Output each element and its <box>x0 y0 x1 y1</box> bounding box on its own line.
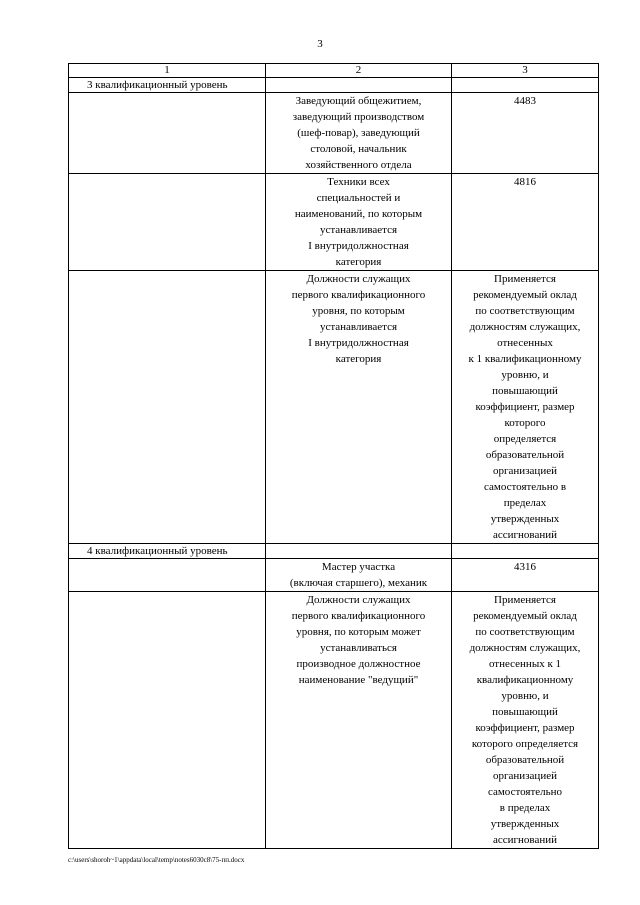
page-number: 3 <box>317 38 323 50</box>
empty-cell <box>266 544 452 559</box>
salary-cell <box>452 271 599 544</box>
table-row <box>69 174 599 271</box>
level-3-header-row <box>69 78 599 93</box>
position-cell <box>266 271 452 544</box>
level-4-title: 4 квалификационный уровень <box>69 544 266 559</box>
column-header-2: 2 <box>266 64 452 78</box>
empty-cell <box>266 78 452 93</box>
level-4-header-row <box>69 544 599 559</box>
empty-cell <box>69 93 266 174</box>
empty-cell <box>69 592 266 849</box>
position-cell <box>266 559 452 592</box>
salary-text: 4483 <box>514 95 536 107</box>
salary-text: 4316 <box>514 561 536 573</box>
empty-cell <box>452 544 599 559</box>
position-text: Должности служащих первого квалификационного уровня, по которым может устанавливаться производное должностное наименование "ведущий" <box>291 594 426 686</box>
position-text: Заведующий общежитием, заведующий производством (шеф-повар), заведующий столовой, начальник хозяйственного отдела <box>292 95 425 171</box>
position-cell <box>266 174 452 271</box>
table-row <box>69 592 599 849</box>
empty-cell <box>452 78 599 93</box>
empty-cell <box>69 271 266 544</box>
empty-cell <box>69 559 266 592</box>
table-row <box>69 93 599 174</box>
column-header-1: 1 <box>69 64 266 78</box>
column-header-3: 3 <box>452 64 599 78</box>
position-cell <box>266 592 452 849</box>
salary-table <box>68 63 599 849</box>
table-row <box>69 559 599 592</box>
salary-cell <box>452 174 599 271</box>
salary-text: Применяется рекомендуемый оклад по соответствующим должностям служащих, отнесенных к 1 квалификационному уровню, и повышающий коэффициент, размер которого определяется образовательной организацией самостоятельно в пределах утвержденных ассигнований <box>468 273 582 541</box>
footer-file-path: c:\users\shoroh~1\appdata\local\temp\notes6030c8\75-пп.docx <box>68 856 245 864</box>
table-header-row <box>69 64 599 78</box>
salary-text: Применяется рекомендуемый оклад по соответствующим должностям служащих, отнесенных к 1 квалификационному уровню, и повышающий коэффициент, размер которого определяется образовательной организацией самостоятельно в пределах утвержденных ассигнований <box>469 594 581 846</box>
salary-cell <box>452 592 599 849</box>
position-text: Техники всех специальностей и наименований, по которым устанавливается I внутридолжностная категория <box>294 176 423 268</box>
empty-cell <box>69 174 266 271</box>
position-text: Должности служащих первого квалификационного уровня, по которым устанавливается I внутридолжностная категория <box>291 273 426 365</box>
level-3-title: 3 квалификационный уровень <box>69 78 266 93</box>
salary-cell <box>452 559 599 592</box>
position-text: Мастер участка (включая старшего), механик <box>289 561 428 589</box>
position-cell <box>266 93 452 174</box>
salary-cell <box>452 93 599 174</box>
table-row <box>69 271 599 544</box>
salary-text: 4816 <box>514 176 536 188</box>
